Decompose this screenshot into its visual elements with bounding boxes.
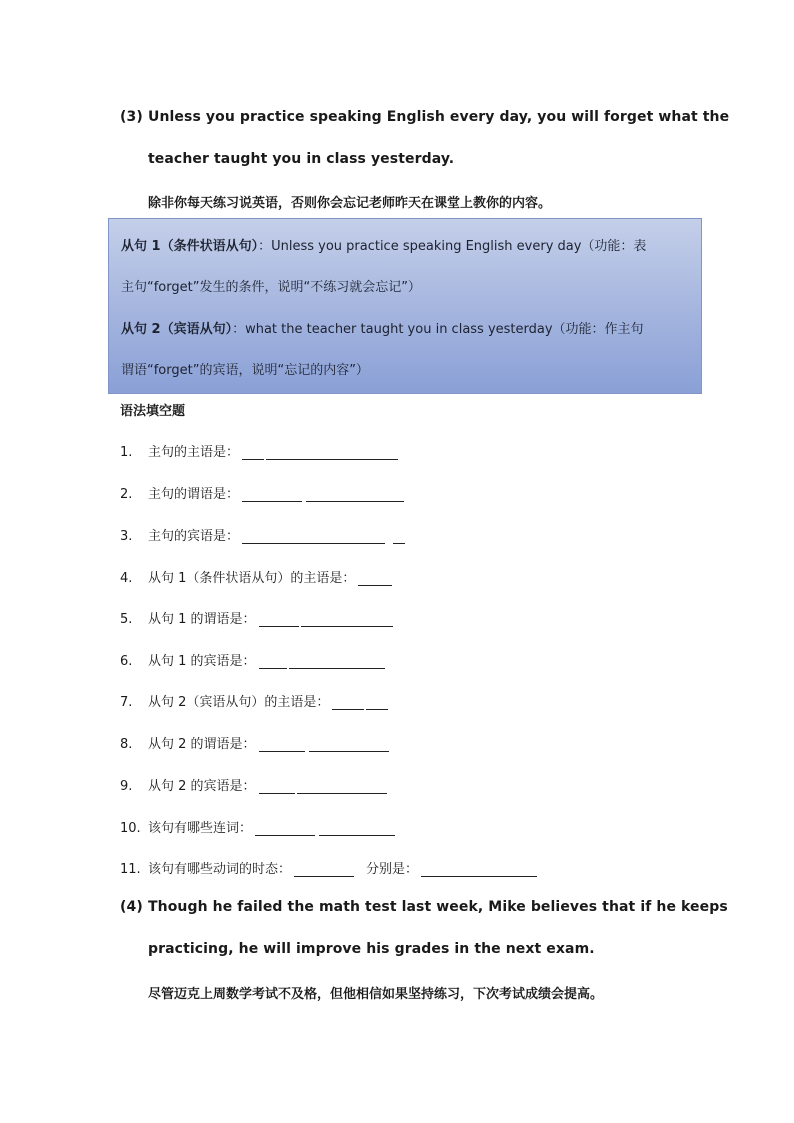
question-4 <box>120 566 392 586</box>
question-number: 1. <box>120 445 133 460</box>
clause-2-text-1: ：what the teacher taught you in class yesterday（功能：作主句 <box>232 322 644 337</box>
answer-blank[interactable] <box>242 487 302 502</box>
question-label: 从句 1 的宾语是： <box>148 654 256 669</box>
clause-1-line-1 <box>121 235 681 254</box>
section-title: 语法填空题 <box>120 404 186 419</box>
answer-blank[interactable] <box>297 779 387 794</box>
answer-blank[interactable] <box>306 487 404 502</box>
question-label: 从句 2 的谓语是： <box>148 737 256 752</box>
question-label: 主句的主语是： <box>148 445 240 460</box>
question-1 <box>120 440 398 460</box>
sentence-4-translation: 尽管迈克上周数学考试不及格，但他相信如果坚持练习，下次考试成绩会提高。 <box>148 987 604 1002</box>
clause-analysis-box <box>108 218 702 394</box>
answer-blank[interactable] <box>242 529 385 544</box>
clause-1-label: 从句 1（条件状语从句） <box>121 239 259 254</box>
question-label: 主句的谓语是： <box>148 487 240 502</box>
answer-blank[interactable] <box>259 737 305 752</box>
sentence-4-number: (4) <box>120 899 143 915</box>
question-number: 6. <box>120 654 133 669</box>
clause-1-line-2: 主句“forget”发生的条件，说明“不练习就会忘记”） <box>121 280 421 295</box>
answer-blank[interactable] <box>294 862 354 877</box>
answer-blank[interactable] <box>421 862 537 877</box>
question-label: 该句有哪些连词： <box>148 821 253 836</box>
question-label: 该句有哪些动词的时态： <box>148 862 292 877</box>
question-7 <box>120 690 388 710</box>
sentence-4-line-1 <box>120 899 728 915</box>
answer-blank[interactable] <box>266 445 398 460</box>
question-number: 4. <box>120 571 133 586</box>
question-3 <box>120 524 405 544</box>
answer-blank[interactable] <box>259 654 287 669</box>
question-number: 11. <box>120 862 141 877</box>
question-label: 从句 2（宾语从句）的主语是： <box>148 695 330 710</box>
question-number: 8. <box>120 737 133 752</box>
question-label: 从句 2 的宾语是： <box>148 779 256 794</box>
clause-2-line-2: 谓语“forget”的宾语，说明“忘记的内容”） <box>121 363 369 378</box>
question-number: 7. <box>120 695 133 710</box>
answer-blank[interactable] <box>319 821 395 836</box>
question-label-2: 分别是： <box>366 862 419 877</box>
clause-2-label: 从句 2（宾语从句） <box>121 322 233 337</box>
answer-blank[interactable] <box>301 612 393 627</box>
sentence-4-line-2: practicing, he will improve his grades in the next exam. <box>148 941 595 957</box>
answer-blank[interactable] <box>259 612 299 627</box>
question-number: 10. <box>120 821 141 836</box>
answer-blank[interactable] <box>242 445 264 460</box>
sentence-3-number: (3) <box>120 109 143 125</box>
sentence-3-text-1: Unless you practice speaking English every day, you will forget what the <box>148 109 730 125</box>
question-11 <box>120 857 537 877</box>
sentence-3-translation: 除非你每天练习说英语，否则你会忘记老师昨天在课堂上教你的内容。 <box>148 196 552 211</box>
sentence-4-text-1: Though he failed the math test last week, Mike believes that if he keeps <box>148 899 728 915</box>
question-9 <box>120 774 387 794</box>
answer-blank[interactable] <box>255 821 315 836</box>
answer-blank[interactable] <box>332 695 364 710</box>
question-number: 2. <box>120 487 133 502</box>
answer-blank[interactable] <box>393 529 405 544</box>
question-number: 5. <box>120 612 133 627</box>
question-6 <box>120 649 385 669</box>
question-label: 从句 1 的谓语是： <box>148 612 256 627</box>
clause-1-text-1: ：Unless you practice speaking English every day（功能：表 <box>258 239 647 254</box>
answer-blank[interactable] <box>358 571 392 586</box>
answer-blank[interactable] <box>366 695 388 710</box>
answer-blank[interactable] <box>309 737 389 752</box>
question-label: 主句的宾语是： <box>148 529 240 544</box>
question-8 <box>120 732 389 752</box>
question-number: 9. <box>120 779 133 794</box>
question-label: 从句 1（条件状语从句）的主语是： <box>148 571 356 586</box>
question-10 <box>120 816 395 836</box>
question-2 <box>120 482 404 502</box>
question-5 <box>120 607 393 627</box>
answer-blank[interactable] <box>289 654 385 669</box>
sentence-3-line-2: teacher taught you in class yesterday. <box>148 151 455 167</box>
answer-blank[interactable] <box>259 779 295 794</box>
clause-2-line-1 <box>121 318 681 337</box>
question-number: 3. <box>120 529 133 544</box>
sentence-3-line-1 <box>120 109 730 125</box>
